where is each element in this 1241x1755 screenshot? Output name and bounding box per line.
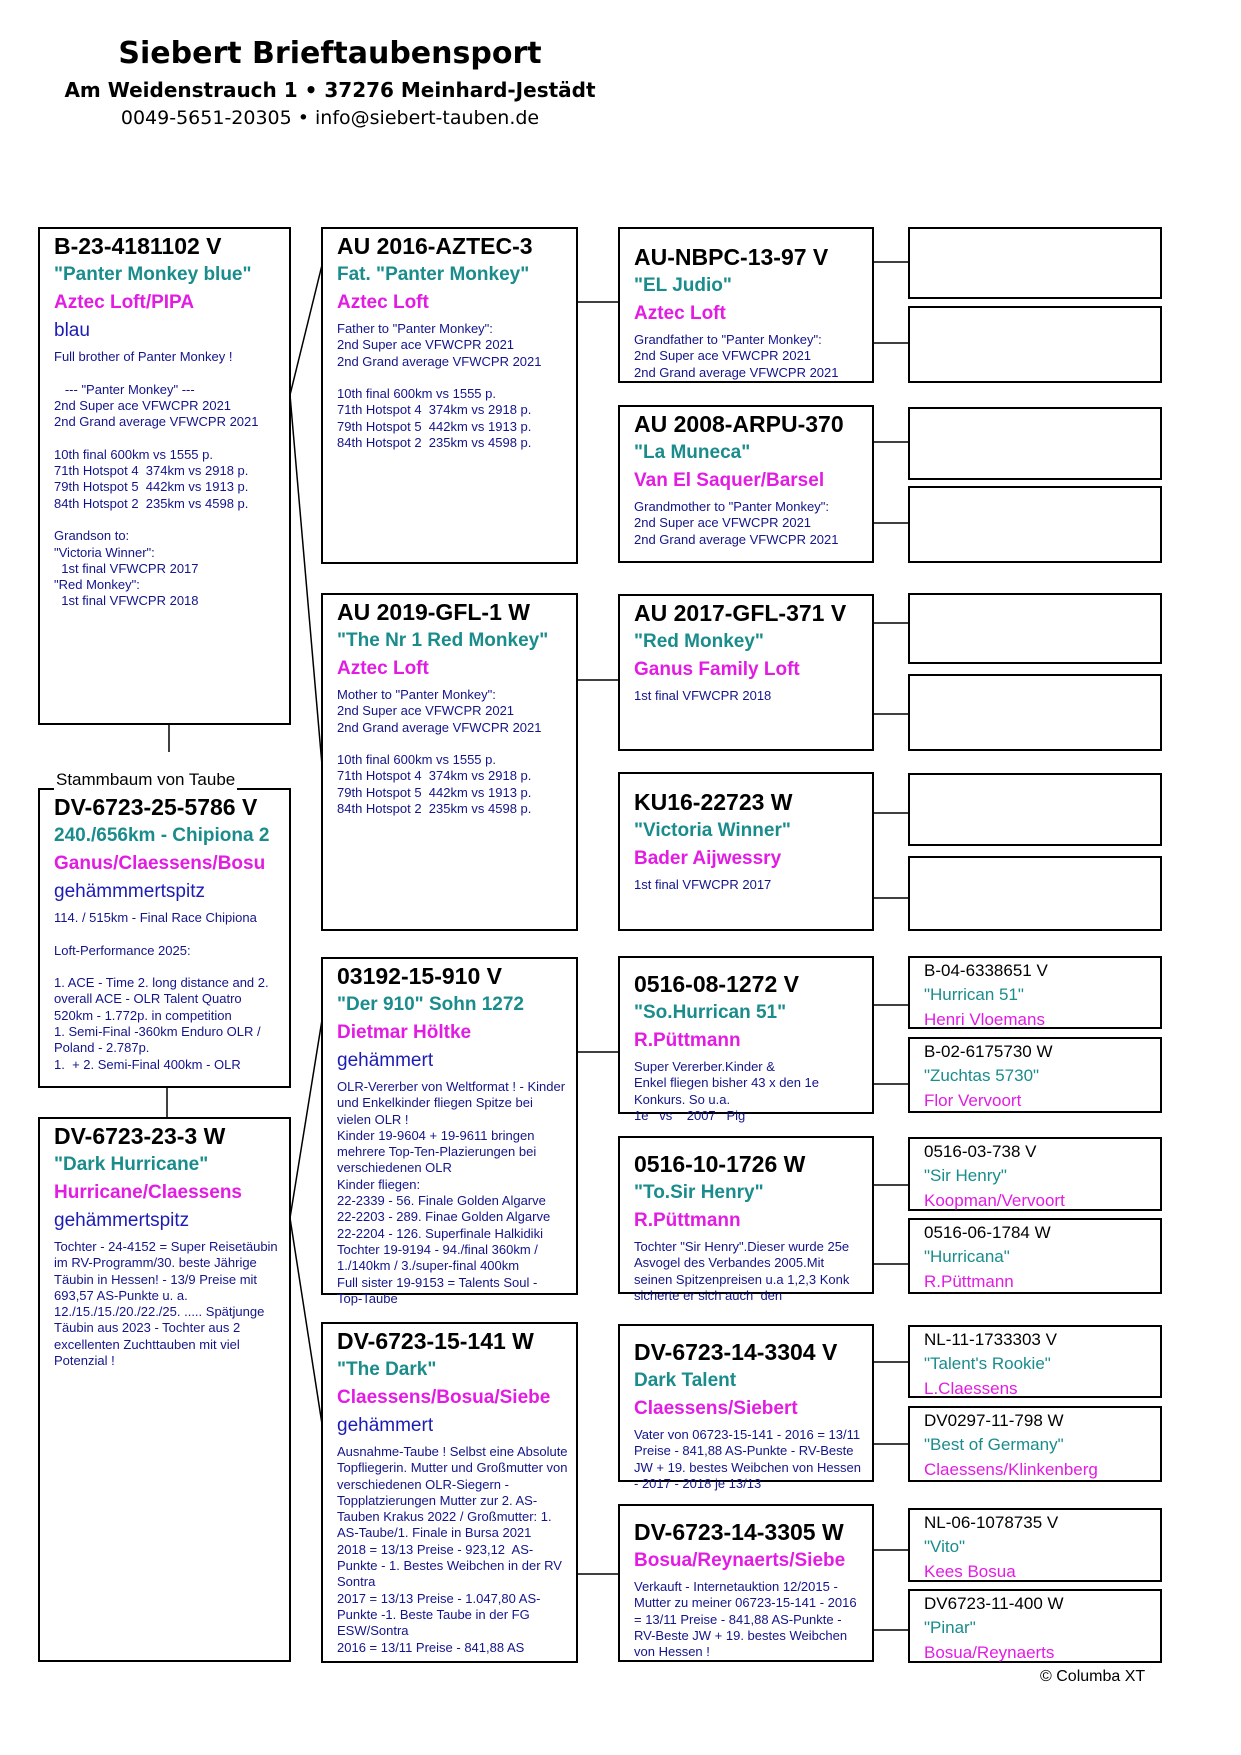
pigeon-name: "Red Monkey" (634, 631, 764, 652)
breeder: Flor Vervoort (924, 1091, 1022, 1110)
pedigree-box-gen3-5[interactable] (618, 956, 874, 1123)
pedigree-box-gen4-2[interactable] (908, 306, 1162, 383)
ring-number: B-02-6175730 W (924, 1042, 1053, 1061)
pedigree-box-gen4-11[interactable] (908, 1137, 1162, 1211)
breeder: Ganus Family Loft (634, 659, 800, 680)
pedigree-box-gen3-2[interactable] (618, 405, 874, 563)
pigeon-name: "Victoria Winner" (634, 820, 791, 841)
pigeon-name: "Best of Germany" (924, 1435, 1064, 1454)
color: gehämmert (337, 1415, 434, 1436)
pedigree-box-gen4-7[interactable] (908, 773, 1162, 846)
pigeon-name: Dark Talent (634, 1370, 737, 1391)
breeder: Kees Bosua (924, 1562, 1016, 1581)
breeder: Claessens/Siebert (634, 1398, 798, 1419)
performance-notes: Full brother of Panter Monkey ! --- "Panter Monkey" --- 2nd Super ace VFWCPR 2021 2nd Grand average VFWCPR 2021 10th final 600km vs 1555 p. 71th Hotspot 4 374km vs 2918 p. 79th Hotspot 5 442km vs 1913 p. 84th Hotspot 2 235km vs 4598 p. Grandson to: "Victoria Winner": 1st final VFWCPR 2017 "Red Monkey": 1st final VFWCPR 2018 (54, 349, 259, 609)
pedigree-box-gen4-13[interactable] (908, 1325, 1162, 1398)
pedigree-box-bro-sire[interactable] (321, 227, 578, 564)
pigeon-name: "The Dark" (337, 1359, 437, 1380)
pedigree-box-gen4-10[interactable] (908, 1037, 1162, 1113)
ring-number: AU 2008-ARPU-370 (634, 411, 844, 437)
pigeon-name: "Dark Hurricane" (54, 1154, 209, 1175)
ring-number: DV6723-11-400 W (924, 1594, 1064, 1613)
ring-number: AU 2019-GFL-1 W (337, 599, 530, 625)
performance-notes: Ausnahme-Taube ! Selbst eine Absolute Topfliegerin. Mutter und Großmutter von verschiedenen OLR-Siegern - Topplatzierungen Mutter zur 2. AS-Tauben Krakus 2022 / Großmutter: 1. AS-Taube/1. Finale in Bursa 2021 2018 = 13/13 Preise - 923,12 AS-Punkte - 1. Bestes Weibchen in der RV Sontra 2017 = 13/13 Preise - 1.047,80 AS-Punkte -1. Beste Taube in der FG ESW/Sontra 2016 = 13/11 Preise - 841,88 AS (337, 1444, 568, 1655)
pigeon-name: "Zuchtas 5730" (924, 1066, 1040, 1085)
pigeon-name: "Pinar" (924, 1618, 976, 1637)
pigeon-name: "To.Sir Henry" (634, 1182, 764, 1203)
color: gehämmert (337, 1050, 434, 1071)
pigeon-name: "Hurrican 51" (924, 985, 1024, 1004)
pedigree-box-gen4-14[interactable] (908, 1406, 1162, 1482)
pedigree-box-gen4-8[interactable] (908, 856, 1162, 931)
color: blau (54, 320, 90, 341)
ring-number: AU-NBPC-13-97 V (634, 244, 829, 270)
ring-number: DV-6723-14-3305 W (634, 1519, 844, 1545)
pedigree-box-gen4-9[interactable] (908, 956, 1162, 1029)
ring-number: NL-11-1733303 V (924, 1330, 1057, 1349)
performance-notes: Tochter - 24-4152 = Super Reisetäubin im RV-Programm/30. beste Jährige Täubin in Hessen! - 13/9 Preise mit 693,57 AS-Punkte u. a. 12./15./15./20./22./25. ..... Spätjunge Täubin aus 2023 - Tochter aus 2 excellenten Zuchttauben mit viel Potenzial ! (54, 1239, 282, 1369)
breeder: Ganus/Claessens/Bosu (54, 853, 266, 874)
pedigree-box-gen4-4[interactable] (908, 486, 1162, 563)
ring-number: 03192-15-910 V (337, 963, 502, 989)
pedigree-box-gen3-8[interactable] (618, 1504, 874, 1662)
pedigree-box-gen3-6[interactable] (618, 1136, 874, 1303)
breeder: Claessens/Bosua/Siebe (337, 1387, 551, 1408)
breeder: R.Püttmann (924, 1272, 1014, 1291)
pedigree-box-brother[interactable] (38, 227, 291, 725)
breeder-address: Am Weidenstrauch 1 • 37276 Meinhard-Jestädt (64, 78, 596, 102)
ring-number: DV-6723-23-3 W (54, 1123, 226, 1149)
breeder: Bosua/Reynaerts (924, 1643, 1055, 1662)
breeder-contact: 0049-5651-20305 • info@siebert-tauben.de (120, 107, 540, 129)
breeder: R.Püttmann (634, 1210, 741, 1231)
pedigree-box-bro-dam[interactable] (321, 593, 578, 931)
pedigree-box-gen4-12[interactable] (908, 1218, 1162, 1294)
performance-notes: Vater von 06723-15-141 - 2016 = 13/11 Preise - 841,88 AS-Punkte - RV-Beste JW + 19. bestes Weibchen von Hessen - 2017 - 2018 je 13/13 (634, 1427, 865, 1491)
ring-number: NL-06-1078735 V (924, 1513, 1059, 1532)
breeder: Bader Aijwessry (634, 848, 782, 869)
breeder: R.Püttmann (634, 1030, 741, 1051)
breeder: Dietmar Höltke (337, 1022, 472, 1043)
ring-number: 0516-10-1726 W (634, 1151, 806, 1177)
breeder: Van El Saquer/Barsel (634, 470, 825, 491)
ring-number: 0516-03-738 V (924, 1142, 1037, 1161)
performance-notes: 114. / 515km - Final Race Chipiona Loft-Performance 2025: 1. ACE - Time 2. long distance and 2. overall ACE - OLR Talent Quatro 520km - 1.772p. in competition 1. Semi-Final -360km Enduro OLR / Poland - 2.787p. 1. + 2. Semi-Final 400km - OLR (54, 910, 269, 1072)
pigeon-name: "Hurricana" (924, 1247, 1010, 1266)
pigeon-name: "The Nr 1 Red Monkey" (337, 630, 549, 651)
pedigree-box-sire[interactable] (321, 957, 578, 1306)
performance-notes: OLR-Vererber von Weltformat ! - Kinder und Enkelkinder fliegen Spitze bei vielen OLR ! Kinder 19-9604 + 19-9611 bringen mehrere Top-Ten-Plazierungen bei verschiedenen OLR Kinder fliegen: 22-2339 - 56. Finale Golden Algarve 22-2203 - 289. Finae Golden Algarve 22-2204 - 126. Superfinale Halkidiki Tochter 19-9194 - 94./final 360km / 1./140km / 3./super-final 400km Full sister 19-9153 = Talents Soul - Top-Taube (337, 1079, 566, 1306)
color: gehämmmertspitz (54, 881, 205, 902)
pedigree-box-gen3-1[interactable] (618, 227, 874, 383)
breeder: Aztec Loft (634, 303, 726, 324)
performance-notes: Grandmother to "Panter Monkey": 2nd Super ace VFWCPR 2021 2nd Grand average VFWCPR 2021 (634, 499, 839, 547)
performance-notes: Grandfather to "Panter Monkey": 2nd Super ace VFWCPR 2021 2nd Grand average VFWCPR 2021 (634, 332, 839, 380)
ring-number: 0516-06-1784 W (924, 1223, 1051, 1242)
ring-number: DV-6723-25-5786 V (54, 794, 258, 820)
pedigree-box-dam-main[interactable] (38, 1117, 291, 1662)
breeder: Aztec Loft/PIPA (54, 292, 195, 313)
pigeon-name: "Sir Henry" (924, 1166, 1007, 1185)
pedigree-box-gen4-3[interactable] (908, 407, 1162, 480)
pigeon-name: Fat. "Panter Monkey" (337, 264, 530, 285)
breeder: Hurricane/Claessens (54, 1182, 242, 1203)
pedigree-label: Stammbaum von Taube (56, 770, 236, 789)
ring-number: DV-6723-15-141 W (337, 1328, 534, 1354)
copyright-footer: © Columba XT (1040, 1668, 1146, 1685)
pedigree-box-gen4-16[interactable] (908, 1589, 1162, 1663)
breeder: L.Claessens (924, 1379, 1018, 1398)
breeder-name: Siebert Brieftaubensport (118, 36, 542, 71)
ring-number: 0516-08-1272 V (634, 971, 799, 997)
color: gehämmertspitz (54, 1210, 190, 1231)
pigeon-name: "Der 910" Sohn 1272 (337, 994, 524, 1015)
ring-number: DV-6723-14-3304 V (634, 1339, 838, 1365)
ring-number: DV0297-11-798 W (924, 1411, 1064, 1430)
pigeon-name: 240./656km - Chipiona 2 (54, 825, 270, 846)
pedigree-box-subject[interactable] (38, 788, 291, 1088)
pedigree-box-gen4-15[interactable] (908, 1508, 1162, 1582)
breeder: Koopman/Vervoort (924, 1191, 1065, 1210)
ring-number: AU 2016-AZTEC-3 (337, 233, 533, 259)
performance-notes: Tochter "Sir Henry".Dieser wurde 25e Asvogel des Verbandes 2005.Mit seinen Spitzenpreisen u.a 1,2,3 Konk sicherte er sich auch den (634, 1239, 856, 1303)
pedigree-box-gen3-3[interactable] (618, 594, 874, 751)
ring-number: B-04-6338651 V (924, 961, 1048, 980)
ring-number: AU 2017-GFL-371 V (634, 600, 847, 626)
pedigree-box-gen4-5[interactable] (908, 593, 1162, 664)
pedigree-box-dam[interactable] (321, 1322, 578, 1663)
pigeon-name: "Vito" (924, 1537, 966, 1556)
performance-notes: 1st final VFWCPR 2018 (634, 688, 772, 703)
pedigree-box-gen3-7[interactable] (618, 1324, 874, 1491)
pedigree-box-gen4-6[interactable] (908, 674, 1162, 751)
breeder: Claessens/Klinkenberg (924, 1460, 1098, 1479)
performance-notes: Mother to "Panter Monkey": 2nd Super ace VFWCPR 2021 2nd Grand average VFWCPR 2021 10th final 600km vs 1555 p. 71th Hotspot 4 374km vs 2918 p. 79th Hotspot 5 442km vs 1913 p. 84th Hotspot 2 235km vs 4598 p. (337, 687, 542, 817)
breeder: Henri Vloemans (924, 1010, 1045, 1029)
breeder: Bosua/Reynaerts/Siebe (634, 1550, 846, 1571)
performance-notes: Father to "Panter Monkey": 2nd Super ace VFWCPR 2021 2nd Grand average VFWCPR 2021 10th final 600km vs 1555 p. 71th Hotspot 4 374km vs 2918 p. 79th Hotspot 5 442km vs 1913 p. 84th Hotspot 2 235km vs 4598 p. (337, 321, 542, 451)
ring-number: B-23-4181102 V (54, 233, 222, 259)
breeder: Aztec Loft (337, 292, 429, 313)
pedigree-box-gen3-4[interactable] (618, 772, 874, 931)
breeder: Aztec Loft (337, 658, 429, 679)
pigeon-name: "Talent's Rookie" (924, 1354, 1051, 1373)
pigeon-name: "Panter Monkey blue" (54, 264, 252, 285)
pedigree-box-gen4-1[interactable] (908, 227, 1162, 299)
performance-notes: 1st final VFWCPR 2017 (634, 877, 772, 892)
performance-notes: Verkauft - Internetauktion 12/2015 - Mutter zu meiner 06723-15-141 - 2016 = 13/11 Preise - 841,88 AS-Punkte - RV-Beste JW + 19. bestes Weibchen von Hessen ! (634, 1579, 861, 1660)
pigeon-name: "So.Hurrican 51" (634, 1002, 787, 1023)
performance-notes: Super Vererber.Kinder & Enkel fliegen bisher 43 x den 1e Konkurs. So u.a. 1e vs 2007 Pig (634, 1059, 820, 1123)
pigeon-name: "La Muneca" (634, 442, 751, 463)
ring-number: KU16-22723 W (634, 789, 793, 815)
pigeon-name: "EL Judio" (634, 275, 732, 296)
